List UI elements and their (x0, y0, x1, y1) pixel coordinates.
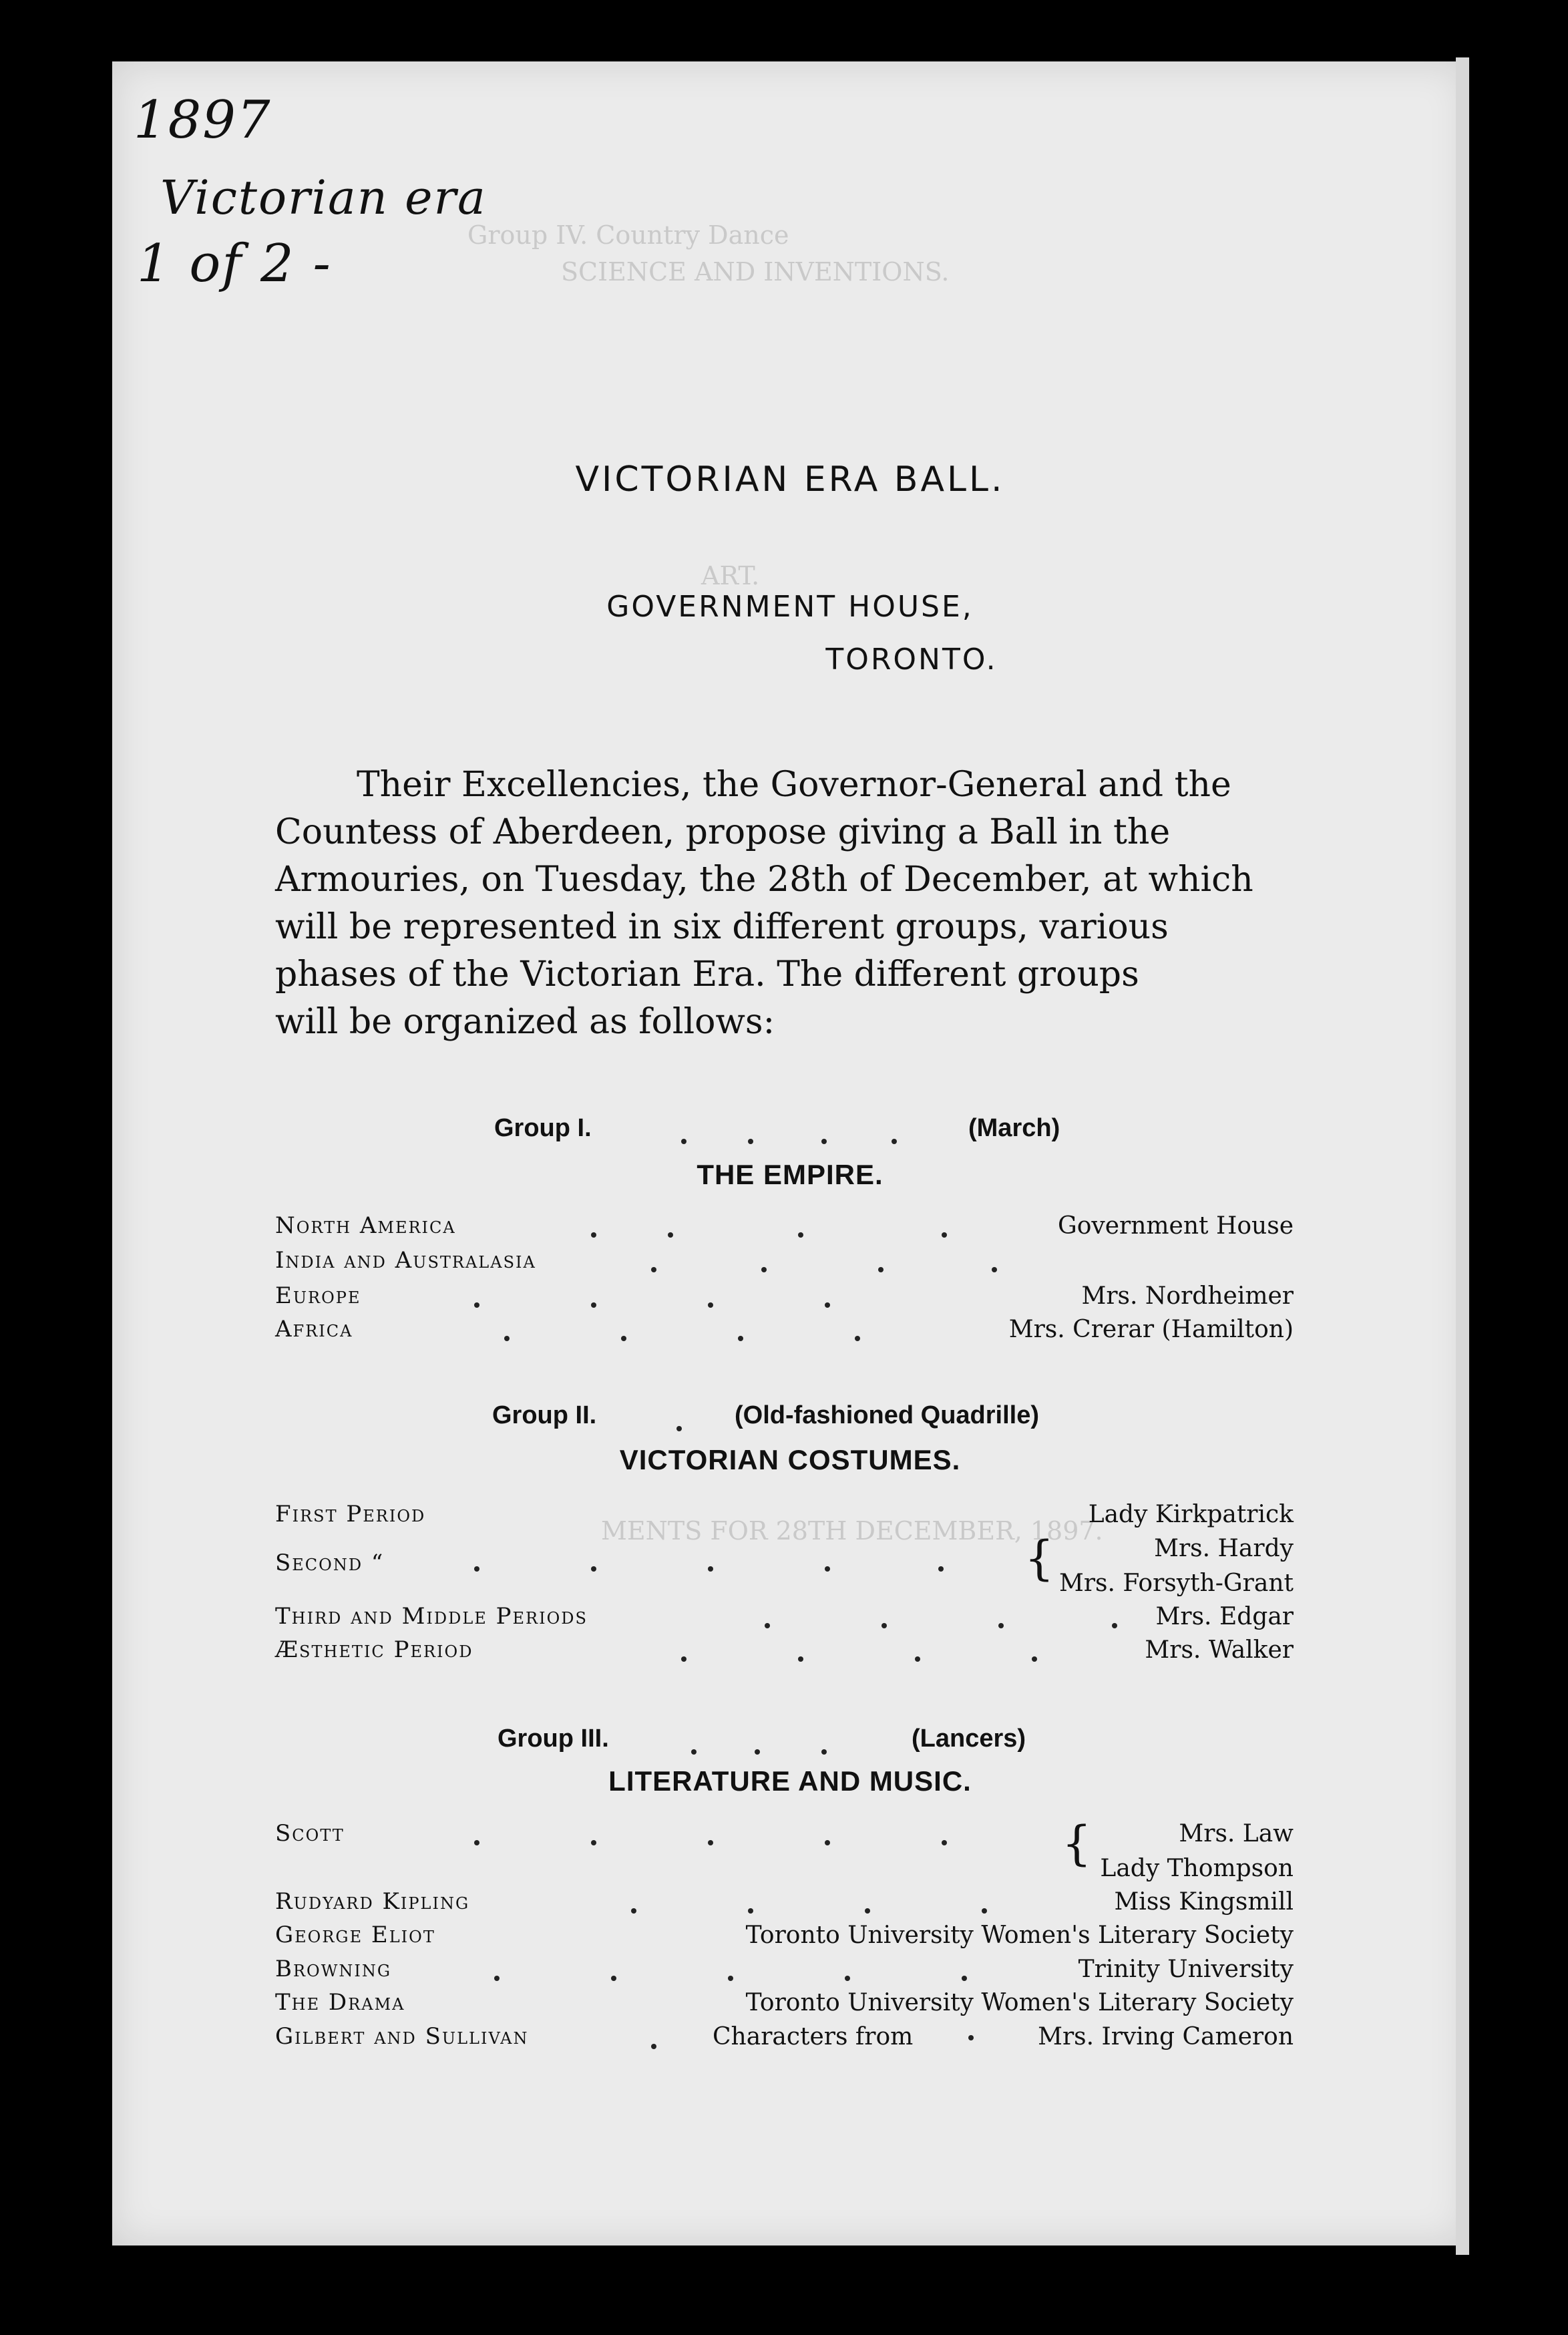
venue-line-2: TORONTO. (825, 643, 998, 677)
row-label: Gilbert and Sullivan (275, 2023, 529, 2050)
leader-dot (708, 1840, 713, 1845)
leader-dot (474, 1840, 479, 1845)
leader-dot (591, 1302, 596, 1308)
row-organizer-secondary: Lady Thompson (1100, 1855, 1294, 1882)
leader-dot (821, 1139, 827, 1144)
row-label: Æsthetic Period (275, 1636, 473, 1663)
leader-dot (845, 1976, 850, 1981)
handwritten-page: 1 of 2 - (137, 234, 332, 294)
row-label: Second “ (275, 1550, 385, 1576)
group-2-row (275, 1636, 1294, 1668)
leader-dot (748, 1139, 753, 1144)
row-organizer: Trinity University (1078, 1956, 1294, 1983)
leader-dot (968, 2035, 974, 2040)
leader-dot (825, 1566, 830, 1572)
group-1-row (275, 1282, 1294, 1314)
leader-dot (798, 1656, 803, 1662)
intro-line: Armouries, on Tuesday, the 28th of December, at which (275, 860, 1253, 900)
row-organizer: Toronto University Women's Literary Society (745, 1989, 1294, 2016)
leader-dot (942, 1840, 947, 1845)
leader-dot (855, 1336, 860, 1341)
bleed-through-text: ART. (701, 561, 760, 590)
leader-dot (938, 1566, 944, 1572)
leader-dot (962, 1976, 967, 1981)
group-3-row (275, 1956, 1294, 1988)
leader-dot (825, 1840, 830, 1845)
leader-dot (755, 1749, 760, 1755)
leader-dot (992, 1267, 997, 1272)
row-label: George Eliot (275, 1922, 435, 1948)
leader-dot (892, 1139, 897, 1144)
leader-dot (708, 1566, 713, 1572)
row-label: The Drama (275, 1989, 405, 2016)
leader-dot (798, 1232, 803, 1238)
group-1-row (275, 1247, 1294, 1279)
leader-dot (691, 1749, 697, 1755)
intro-paragraph (275, 761, 1294, 1046)
row-note: Characters from (713, 2023, 914, 2050)
row-label: First Period (275, 1501, 426, 1528)
intro-line: will be organized as follows: (275, 1002, 775, 1042)
group-1-row (275, 1212, 1294, 1244)
page-title: VICTORIAN ERA BALL. (575, 460, 1005, 500)
row-label: Browning (275, 1956, 392, 1982)
leader-dot (681, 1139, 687, 1144)
leader-dot (765, 1623, 770, 1628)
row-label: Europe (275, 1282, 361, 1309)
row-organizer: Mrs. Nordheimer (1081, 1282, 1294, 1310)
leader-dot (474, 1566, 479, 1572)
leader-dot (651, 2044, 656, 2049)
row-organizer: Toronto University Women's Literary Society (745, 1922, 1294, 1949)
group-3-row (275, 1922, 1294, 1954)
leader-dot (1112, 1623, 1117, 1628)
row-organizer: Lady Kirkpatrick (1088, 1501, 1294, 1528)
leader-dot (728, 1976, 733, 1981)
row-organizer: Mrs. Walker (1145, 1636, 1294, 1664)
row-organizer: Government House (1057, 1212, 1294, 1240)
leader-dot (1032, 1656, 1037, 1662)
leader-dot (915, 1656, 920, 1662)
leader-dot (611, 1976, 616, 1981)
intro-line: phases of the Victorian Era. The different groups (275, 954, 1139, 995)
row-organizer-secondary: Mrs. Forsyth-Grant (1058, 1570, 1294, 1597)
row-label: North America (275, 1212, 456, 1239)
group-2-heading: VICTORIAN COSTUMES. (619, 1444, 961, 1475)
leader-dot (591, 1232, 596, 1238)
leader-dot (825, 1302, 830, 1308)
grouping-brace: { (1024, 1531, 1054, 1586)
leader-dot (878, 1267, 884, 1272)
leader-dot (591, 1566, 596, 1572)
row-label: Africa (275, 1316, 353, 1342)
leader-dot (631, 1908, 636, 1914)
leader-dot (738, 1336, 743, 1341)
group-1-heading: THE EMPIRE. (697, 1159, 884, 1190)
intro-line: Their Excellencies, the Governor-General and the (357, 765, 1231, 805)
grouping-brace: { (1062, 1816, 1092, 1871)
group-1-dance: (March) (968, 1114, 1060, 1142)
group-3-row (275, 2023, 1294, 2055)
leader-dot (591, 1840, 596, 1845)
leader-dot (621, 1336, 626, 1341)
group-2-dance: (Old-fashioned Quadrille) (735, 1401, 1040, 1429)
leader-dot (821, 1749, 827, 1755)
row-organizer: Miss Kingsmill (1114, 1888, 1294, 1916)
bleed-through-text: Group IV. Country Dance (467, 220, 789, 250)
leader-dot (881, 1623, 887, 1628)
row-label: Third and Middle Periods (275, 1603, 588, 1630)
leader-dot (708, 1302, 713, 1308)
row-organizer: Mrs. Hardy (1154, 1535, 1294, 1562)
leader-dot (474, 1302, 479, 1308)
group-2-row (275, 1501, 1294, 1533)
row-organizer: Mrs. Law (1179, 1820, 1294, 1847)
group-1-label: Group I. (494, 1114, 592, 1142)
group-3-dance: (Lancers) (912, 1725, 1026, 1753)
group-3-row (275, 1989, 1294, 2021)
row-label: India and Australasia (275, 1247, 536, 1274)
row-label: Scott (275, 1820, 345, 1847)
group-3-row (275, 1888, 1294, 1920)
leader-dot (998, 1623, 1004, 1628)
page-edge (1456, 57, 1469, 2255)
leader-dot (676, 1426, 682, 1431)
group-3-label: Group III. (498, 1725, 609, 1753)
row-organizer: Mrs. Irving Cameron (1038, 2023, 1294, 2050)
leader-dot (651, 1267, 656, 1272)
handwritten-year: 1897 (134, 90, 272, 150)
leader-dot (681, 1656, 687, 1662)
row-organizer: Mrs. Crerar (Hamilton) (1008, 1316, 1294, 1343)
intro-line: will be represented in six different groups, various (275, 907, 1169, 947)
group-2-row (275, 1603, 1294, 1635)
leader-dot (494, 1976, 500, 1981)
handwritten-era: Victorian era (160, 170, 487, 225)
group-3-heading: LITERATURE AND MUSIC. (608, 1765, 972, 1797)
bleed-through-text: MENTS FOR 28TH DECEMBER, 1897. (601, 1516, 1103, 1546)
row-label: Rudyard Kipling (275, 1888, 470, 1915)
leader-dot (982, 1908, 987, 1914)
group-3-row (275, 1816, 1294, 1887)
leader-dot (748, 1908, 753, 1914)
intro-line: Countess of Aberdeen, propose giving a Ball in the (275, 812, 1171, 852)
group-1-row (275, 1316, 1294, 1348)
leader-dot (942, 1232, 947, 1238)
leader-dot (761, 1267, 767, 1272)
leader-dot (504, 1336, 510, 1341)
venue-line-1: GOVERNMENT HOUSE, (606, 590, 974, 624)
leader-dot (668, 1232, 673, 1238)
group-2-label: Group II. (492, 1401, 597, 1429)
row-organizer: Mrs. Edgar (1155, 1603, 1294, 1630)
leader-dot (865, 1908, 870, 1914)
bleed-through-text: SCIENCE AND INVENTIONS. (561, 257, 950, 287)
